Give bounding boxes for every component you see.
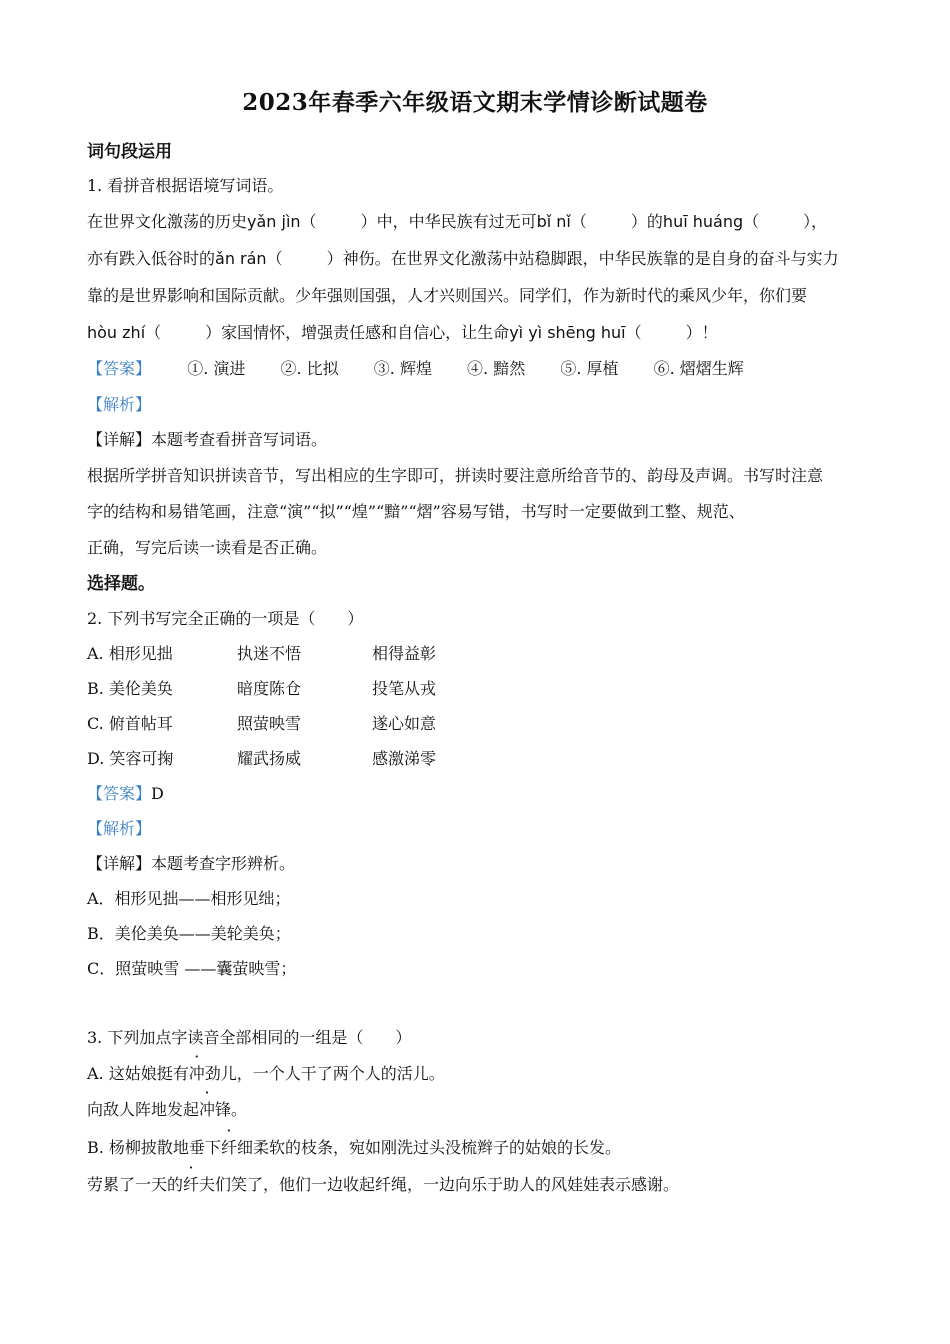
q1-line-2 <box>87 248 839 270</box>
pinyin-3: huī huáng <box>662 212 744 231</box>
pinyin-1: yǎn jìn <box>247 212 301 231</box>
q1-text: ！ <box>701 323 718 342</box>
pinyin-6: yì yì shēng huī <box>509 323 626 342</box>
q3-text: 细柔软的枝条，宛如刚洗过头没梳辫子的姑娘的长发。 <box>236 1138 621 1157</box>
q2-option-a <box>87 643 436 665</box>
detail-text: C．照萤映雪 ——囊萤映雪； <box>87 959 297 978</box>
detail-text: 根据所学拼音知识拼读音节，写出相应的生字即可，拼读时要注意所给音节的、韵母及声调。书写时注意 <box>87 466 824 485</box>
q1-text: 在世界文化激荡的历史 <box>87 212 248 231</box>
answer-item: ⑥. 熠熠生辉 <box>653 359 744 378</box>
detail-text: 正确，写完后读一读看是否正确。 <box>87 538 328 557</box>
paren-open: （ <box>570 212 587 231</box>
answer-tag: 【答案】 <box>87 784 152 803</box>
q1-text: 神伤。在世界文化激荡中站稳脚跟，中华民族靠的是自身的奋斗与实力 <box>342 249 839 268</box>
option-word: 感激涕零 <box>372 749 437 768</box>
dotted-character: 纤 <box>220 1138 237 1157</box>
paren-open: （ <box>300 212 317 231</box>
pinyin-5: hòu zhí <box>87 323 146 342</box>
section-heading-vocab: 词句段运用 <box>87 142 172 162</box>
paren-close: ） <box>803 212 812 231</box>
answer-item: ④. 黯然 <box>467 359 526 378</box>
q2-answer-line <box>87 783 164 805</box>
pinyin-4: ǎn rán <box>215 249 267 268</box>
q1-stem: 1. 看拼音根据语境写词语。 <box>87 176 284 195</box>
q1-line-3: 靠的是世界影响和国际贡献。少年强则国强，人才兴则国兴。同学们，作为新时代的乘风少年，你们要 <box>87 286 808 305</box>
dotted-character: 纤 <box>183 1175 200 1194</box>
q3-text: B. 杨柳披散地垂下 <box>87 1138 221 1157</box>
q3-text: 夫们笑了，他们一边收起纤绳，一边向乐于助人的风娃娃表示感谢。 <box>199 1175 680 1194</box>
q2-option-b <box>87 678 436 700</box>
option-word: 执迷不悟 <box>237 644 302 663</box>
detail-text: A．相形见拙——相形见绌； <box>87 889 291 908</box>
q1-text: 中，中华民族有过无可 <box>376 212 537 231</box>
paren-close: ） <box>685 323 702 342</box>
q3-text: 劳累了一天的 <box>87 1175 184 1194</box>
option-word: 照萤映雪 <box>237 714 302 733</box>
detail-text: B．美伦美奂——美轮美奂； <box>87 924 291 943</box>
q3-text: 锋。 <box>215 1100 248 1119</box>
q3-option-a-2 <box>87 1099 247 1121</box>
analysis-tag: 【解析】 <box>87 395 152 414</box>
section-heading-choice: 选择题。 <box>87 574 155 594</box>
paren-open: （ <box>743 212 760 231</box>
option-word: D. 笑容可掬 <box>87 749 174 768</box>
q1-line-1 <box>87 211 827 233</box>
q1-answer-line <box>87 358 774 380</box>
q3-option-a-1 <box>87 1063 445 1085</box>
paren-close: ） <box>205 323 222 342</box>
answer-item: ②. 比拟 <box>280 359 339 378</box>
page-title: 2023年春季六年级语文期末学情诊断试题卷 <box>242 89 708 116</box>
q3-text: A. 这姑娘挺有 <box>87 1064 189 1083</box>
q1-text: 家国情怀，增强责任感和自信心，让生命 <box>221 323 510 342</box>
q2-option-c <box>87 713 436 735</box>
pinyin-2: bǐ nǐ <box>536 212 571 231</box>
option-word: A. 相形见拙 <box>87 644 173 663</box>
q3-stem: 3. 下列加点字读音全部相同的一组是（ ） <box>87 1028 412 1047</box>
answer-item: ①. 演进 <box>187 359 246 378</box>
q1-text: 亦有跌入低谷时的 <box>87 249 216 268</box>
paren-close: ） <box>326 249 343 268</box>
answer-item: ③. 辉煌 <box>373 359 432 378</box>
q3-text: 劲儿，一个人干了两个人的活儿。 <box>204 1064 445 1083</box>
option-word: 耀武扬威 <box>237 749 302 768</box>
option-word: C. 俯首帖耳 <box>87 714 173 733</box>
q2-option-d <box>87 748 436 770</box>
paren-open: （ <box>266 249 283 268</box>
paren-open: （ <box>625 323 642 342</box>
dotted-character: 冲 <box>188 1064 205 1083</box>
paren-close: ） <box>630 212 647 231</box>
q1-line-4 <box>87 322 718 344</box>
option-word: 相得益彰 <box>372 644 437 663</box>
paren-close: ） <box>360 212 377 231</box>
q3-option-b-2 <box>87 1174 679 1196</box>
answer-value: D <box>151 784 164 803</box>
option-word: 投笔从戎 <box>372 679 437 698</box>
q1-text: ， <box>811 212 828 231</box>
answer-tag: 【答案】 <box>87 359 152 378</box>
q3-text: 向敌人阵地发起 <box>87 1100 200 1119</box>
detail-text: 字的结构和易错笔画，注意“演”“拟”“煌”“黯”“熠”容易写错，书写时一定要做到工整、规范、 <box>87 502 745 521</box>
q1-text: 的 <box>646 212 663 231</box>
option-word: B. 美伦美奂 <box>87 679 173 698</box>
answer-item: ⑤. 厚植 <box>560 359 619 378</box>
option-word: 遂心如意 <box>372 714 437 733</box>
q2-stem: 2. 下列书写完全正确的一项是（ ） <box>87 609 364 628</box>
dotted-character: 冲 <box>199 1100 216 1119</box>
option-word: 暗度陈仓 <box>237 679 302 698</box>
detail-heading: 【详解】本题考查看拼音写词语。 <box>87 430 328 449</box>
analysis-tag: 【解析】 <box>87 819 152 838</box>
paren-open: （ <box>145 323 162 342</box>
detail-heading: 【详解】本题考查字形辨析。 <box>87 854 296 873</box>
q3-option-b-1 <box>87 1137 621 1159</box>
